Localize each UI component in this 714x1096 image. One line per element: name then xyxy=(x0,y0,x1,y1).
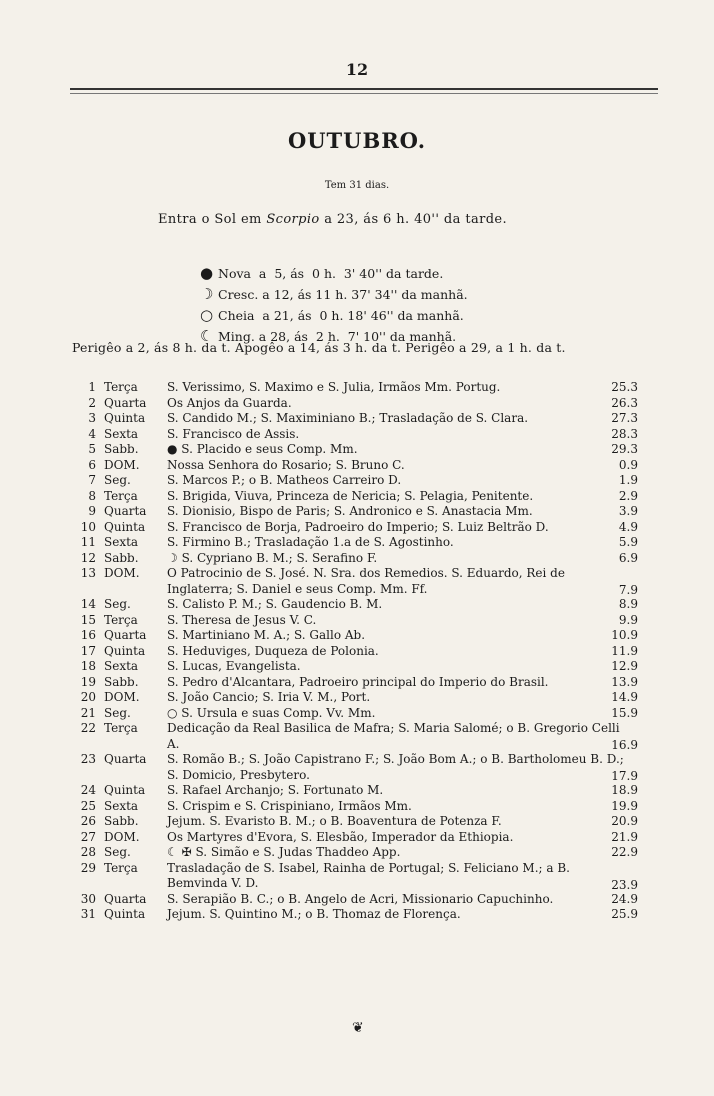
calendar-row xyxy=(70,535,660,551)
day-number: 2 xyxy=(88,395,96,410)
weekday: Quarta xyxy=(104,504,147,518)
saints-text: S. Marcos P.; o B. Matheos Carreiro D. xyxy=(167,473,402,487)
moon-age: 25.9 xyxy=(611,907,638,921)
moon-phase-waning: ☾ Ming. a 28, ás 2 h. 7' 10'' da manhã. xyxy=(200,327,457,345)
saints-text: Nossa Senhora do Rosario; S. Bruno C. xyxy=(167,457,405,472)
calendar-row xyxy=(70,814,660,830)
calendar-row xyxy=(70,489,660,505)
weekday: Seg. xyxy=(104,597,131,611)
saints-text: S. Francisco de Borja, Padroeiro do Imperio; S. Luiz Beltrão D. xyxy=(167,519,549,534)
calendar-row xyxy=(70,396,660,412)
day-number: 17 xyxy=(80,643,96,658)
moon-age: 18.9 xyxy=(611,783,638,797)
weekday: Quarta xyxy=(104,752,147,766)
saints-text: S. Candido M.; S. Maximiniano B.; Trasladação de S. Clara. xyxy=(167,411,529,425)
day-number: 14 xyxy=(80,597,96,611)
day-number: 8 xyxy=(88,488,96,503)
moon-age: 6.9 xyxy=(618,550,638,565)
saints-text: S. Verissimo, S. Maximo e S. Julia, Irmãos Mm. Portug. xyxy=(167,380,501,394)
calendar-row xyxy=(70,504,660,520)
moon-age: 12.9 xyxy=(611,659,638,673)
day-number: 7 xyxy=(88,473,96,487)
day-number: 6 xyxy=(88,457,96,472)
moon-phase-full: ○ Cheia a 21, ás 0 h. 18' 46'' da manhã. xyxy=(200,306,464,324)
day-number: 29 xyxy=(80,860,96,875)
day-number: 10 xyxy=(80,519,96,534)
weekday: Sabb. xyxy=(104,674,139,689)
page-number: 12 xyxy=(345,60,369,79)
saints-text: Dedicação da Real Basilica de Mafra; S. Maria Salomé; o B. Gregorio Celli A. xyxy=(167,721,620,751)
moon-age: 3.9 xyxy=(618,504,638,518)
sun-entry-prefix: Entra o Sol em xyxy=(158,212,267,227)
day-number: 16 xyxy=(80,628,96,642)
weekday: Sexta xyxy=(104,535,139,549)
calendar-row xyxy=(70,861,660,892)
moon-phase-new: ● Nova a 5, ás 0 h. 3' 40'' da tarde. xyxy=(200,264,444,282)
perigee-apogee-line: Perigêo a 2, ás 8 h. da t. Apogêo a 14, ás 3 h. da t. Perigêo a 29, a 1 h. da t. xyxy=(72,340,566,355)
calendar-row xyxy=(70,752,660,783)
moon-age: 9.9 xyxy=(618,612,638,627)
saints-text: S. João Cancio; S. Iria V. M., Port. xyxy=(167,690,371,704)
moon-age: 28.3 xyxy=(611,426,638,441)
day-number: 12 xyxy=(80,550,96,565)
day-number: 20 xyxy=(80,690,96,704)
moon-age: 22.9 xyxy=(611,845,638,859)
calendar-row xyxy=(70,566,660,597)
moon-age: 11.9 xyxy=(611,643,638,658)
day-number: 24 xyxy=(80,783,96,797)
moon-age: 10.9 xyxy=(611,628,638,642)
weekday: Quarta xyxy=(104,891,147,906)
saints-text: S. Romão B.; S. João Capistrano F.; S. João Bom A.; o B. Bartholomeu B. D.; S. Domicio, Presbytero. xyxy=(167,752,624,782)
day-number: 4 xyxy=(88,426,96,441)
saints-text: Os Anjos da Guarda. xyxy=(167,395,292,410)
calendar-row xyxy=(70,845,660,861)
day-number: 3 xyxy=(88,411,96,425)
moon-age: 20.9 xyxy=(611,814,638,828)
moon-age: 27.3 xyxy=(611,411,638,425)
saints-text: S. Pedro d'Alcantara, Padroeiro principal do Imperio do Brasil. xyxy=(167,674,549,689)
day-number: 31 xyxy=(80,907,96,921)
weekday: Sabb. xyxy=(104,442,139,456)
day-number: 13 xyxy=(80,566,96,580)
weekday: Seg. xyxy=(104,705,131,720)
calendar-row xyxy=(70,706,660,722)
calendar-row xyxy=(70,551,660,567)
calendar-row xyxy=(70,458,660,474)
moon-phases xyxy=(200,263,468,347)
saints-text: S. Rafael Archanjo; S. Fortunato M. xyxy=(167,783,384,797)
day-number: 11 xyxy=(80,535,96,549)
moon-age: 8.9 xyxy=(618,597,638,611)
weekday: Sexta xyxy=(104,426,139,441)
moon-age: 21.9 xyxy=(611,829,638,844)
day-number: 18 xyxy=(80,659,96,673)
weekday: Quinta xyxy=(104,411,146,425)
weekday: Terça xyxy=(104,721,138,735)
saints-text: S. Calisto P. M.; S. Gaudencio B. M. xyxy=(167,597,383,611)
weekday: Quinta xyxy=(104,907,146,921)
saints-text: Jejum. S. Evaristo B. M.; o B. Boaventura de Potenza F. xyxy=(167,814,502,828)
saints-text: Jejum. S. Quintino M.; o B. Thomaz de Florença. xyxy=(167,907,461,921)
moon-age: 7.9 xyxy=(618,583,638,597)
moon-age: 15.9 xyxy=(611,705,638,720)
moon-age: 16.9 xyxy=(611,738,638,752)
saints-text: S. Firmino B.; Trasladação 1.a de S. Agostinho. xyxy=(167,535,454,549)
day-number: 28 xyxy=(80,845,96,859)
day-number: 25 xyxy=(80,798,96,813)
moon-age: 14.9 xyxy=(611,690,638,704)
calendar-row xyxy=(70,690,660,706)
sun-entry-line xyxy=(158,212,507,227)
zodiac-sign: Scorpio xyxy=(266,212,320,227)
moon-age: 1.9 xyxy=(618,473,638,487)
calendar-row xyxy=(70,427,660,443)
day-number: 21 xyxy=(80,705,96,720)
day-number: 22 xyxy=(80,721,96,735)
weekday: Seg. xyxy=(104,845,131,859)
saints-text: S. Lucas, Evangelista. xyxy=(167,659,301,673)
day-number: 9 xyxy=(88,504,96,518)
weekday: Quarta xyxy=(104,628,147,642)
calendar-row xyxy=(70,675,660,691)
saints-text: S. Heduviges, Duqueza de Polonia. xyxy=(167,643,379,658)
weekday: Seg. xyxy=(104,473,131,487)
weekday: Terça xyxy=(104,860,138,875)
day-number: 30 xyxy=(80,891,96,906)
weekday: Quinta xyxy=(104,783,146,797)
sun-entry-suffix: a 23, ás 6 h. 40'' da tarde. xyxy=(319,212,508,227)
weekday: Sexta xyxy=(104,798,139,813)
month-days-count: Tem 31 dias. xyxy=(324,180,390,191)
saints-text: Trasladação de S. Isabel, Rainha de Portugal; S. Feliciano M.; a B. Bemvinda V. D. xyxy=(167,860,570,890)
moon-age: 25.3 xyxy=(611,380,638,394)
calendar-row xyxy=(70,520,660,536)
moon-age: 29.3 xyxy=(611,442,638,456)
weekday: Sexta xyxy=(104,659,139,673)
saints-text: S. Dionisio, Bispo de Paris; S. Andronico e S. Anastacia Mm. xyxy=(167,504,533,518)
weekday: Terça xyxy=(104,380,138,394)
moon-age: 4.9 xyxy=(618,519,638,534)
weekday: Terça xyxy=(104,612,138,627)
last-quarter-icon: ☾ xyxy=(200,327,214,345)
month-title: OUTUBRO. xyxy=(287,128,427,153)
weekday: DOM. xyxy=(104,457,140,472)
saints-text: ● S. Placido e seus Comp. Mm. xyxy=(167,442,358,456)
day-number: 23 xyxy=(80,752,96,766)
saints-text: ☾ ✠ S. Simão e S. Judas Thaddeo App. xyxy=(167,845,401,859)
weekday: Quarta xyxy=(104,395,147,410)
calendar-row xyxy=(70,783,660,799)
day-number: 5 xyxy=(88,442,96,456)
calendar-row xyxy=(70,644,660,660)
moon-age: 5.9 xyxy=(618,535,638,549)
calendar-row xyxy=(70,613,660,629)
saints-text: S. Francisco de Assis. xyxy=(167,426,300,441)
calendar-row xyxy=(70,597,660,613)
calendar-row xyxy=(70,721,660,752)
weekday: Terça xyxy=(104,488,138,503)
moon-age: 13.9 xyxy=(611,674,638,689)
saints-text: S. Theresa de Jesus V. C. xyxy=(167,612,317,627)
day-number: 26 xyxy=(80,814,96,828)
calendar-row xyxy=(70,830,660,846)
moon-phase-crescent: ☽ Cresc. a 12, ás 11 h. 37' 34'' da manhã. xyxy=(200,285,468,303)
calendar-row xyxy=(70,892,660,908)
saints-text: O Patrocinio de S. José. N. Sra. dos Remedios. S. Eduardo, Rei de Inglaterra; S. Daniel e seus Comp. Mm. Ff. xyxy=(167,566,565,596)
calendar-table xyxy=(70,380,660,923)
moon-age: 17.9 xyxy=(611,769,638,783)
day-number: 15 xyxy=(80,612,96,627)
calendar-row xyxy=(70,659,660,675)
day-number: 1 xyxy=(88,380,96,394)
saints-text: Os Martyres d'Evora, S. Elesbão, Imperador da Ethiopia. xyxy=(167,829,514,844)
moon-age: 2.9 xyxy=(618,488,638,503)
moon-age: 19.9 xyxy=(611,798,638,813)
calendar-row xyxy=(70,473,660,489)
calendar-row xyxy=(70,628,660,644)
weekday: Sabb. xyxy=(104,550,139,565)
moon-age: 26.3 xyxy=(611,395,638,410)
calendar-row xyxy=(70,799,660,815)
header-rule xyxy=(70,88,658,94)
weekday: Quinta xyxy=(104,519,146,534)
saints-text: S. Serapião B. C.; o B. Angelo de Acri, Missionario Capuchinho. xyxy=(167,891,554,906)
weekday: Quinta xyxy=(104,643,146,658)
saints-text: S. Crispim e S. Crispiniano, Irmãos Mm. xyxy=(167,798,412,813)
saints-text: S. Martiniano M. A.; S. Gallo Ab. xyxy=(167,628,366,642)
day-number: 27 xyxy=(80,829,96,844)
calendar-row xyxy=(70,380,660,396)
day-number: 19 xyxy=(80,674,96,689)
weekday: DOM. xyxy=(104,566,140,580)
calendar-row xyxy=(70,442,660,458)
moon-age: 24.9 xyxy=(611,891,638,906)
calendar-row xyxy=(70,907,660,923)
saints-text: S. Brigida, Viuva, Princeza de Nericia; S. Pelagia, Penitente. xyxy=(167,488,534,503)
moon-age: 23.9 xyxy=(611,877,638,892)
weekday: Sabb. xyxy=(104,814,139,828)
moon-age: 0.9 xyxy=(618,457,638,472)
saints-text: ☽ S. Cypriano B. M.; S. Serafino F. xyxy=(167,550,378,565)
calendar-row xyxy=(70,411,660,427)
saints-text: ○ S. Ursula e suas Comp. Vv. Mm. xyxy=(167,705,376,720)
full-moon-icon: ○ xyxy=(200,306,214,324)
weekday: DOM. xyxy=(104,829,140,844)
ornament-icon: ❦ xyxy=(352,1020,364,1036)
new-moon-icon: ● xyxy=(200,264,214,282)
first-quarter-icon: ☽ xyxy=(200,285,214,303)
weekday: DOM. xyxy=(104,690,140,704)
